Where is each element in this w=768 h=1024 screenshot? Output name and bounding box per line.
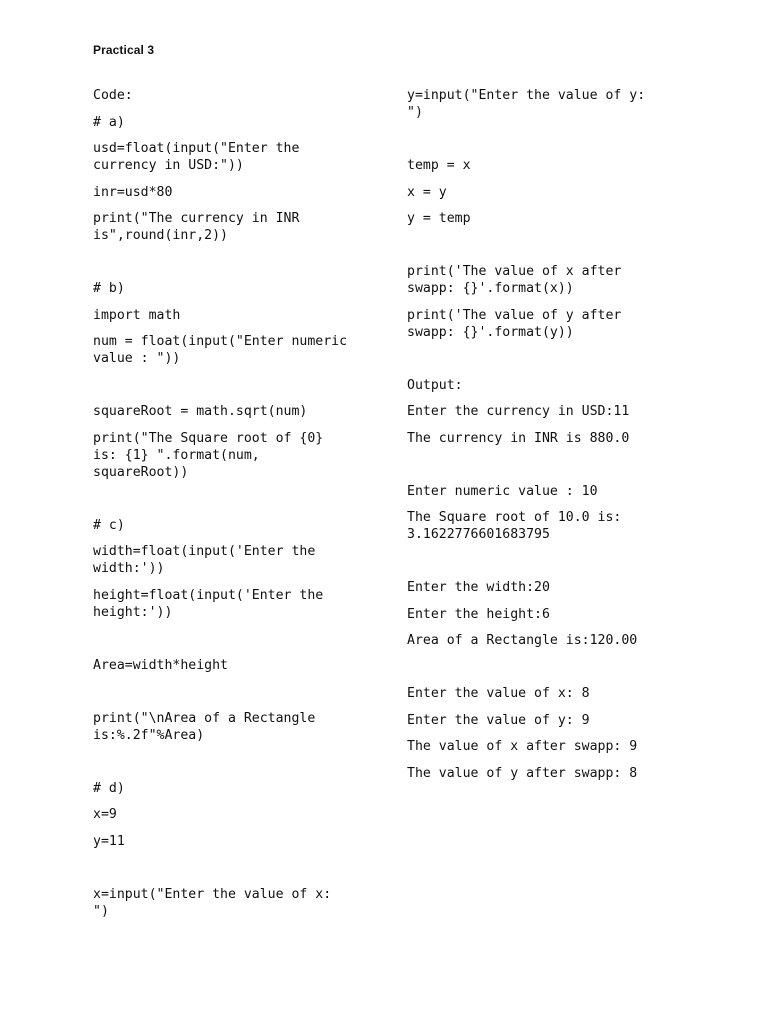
code-line: x=9 xyxy=(93,807,117,822)
code-line: print("The currency in INR is",round(inr,2)) xyxy=(93,211,300,243)
blank-line xyxy=(407,131,697,148)
blank-line xyxy=(407,456,697,473)
code-line: # c) xyxy=(93,517,125,533)
output-line: The value of x after swapp: 9 xyxy=(407,739,638,754)
output-heading: Output: xyxy=(407,377,463,393)
output-line: The value of y after swapp: 8 xyxy=(407,765,638,781)
output-line: Enter the value of x: 8 xyxy=(407,686,590,701)
code-line: y = temp xyxy=(407,211,471,226)
blank-line xyxy=(407,553,697,570)
code-line: # a) xyxy=(93,114,125,130)
blank-line xyxy=(93,683,383,700)
code-line: Area=width*height xyxy=(93,657,228,673)
blank-line xyxy=(407,659,697,676)
code-column-right xyxy=(407,87,697,791)
blank-line xyxy=(407,237,697,254)
blank-line xyxy=(93,630,383,647)
code-line: import math xyxy=(93,307,181,323)
output-line: Enter the height:6 xyxy=(407,606,550,622)
code-column-left xyxy=(93,87,383,929)
code-line: num = float(input("Enter numeric value : ")) xyxy=(93,334,348,366)
output-line: Enter the width:20 xyxy=(407,580,550,595)
page-title: Practical 3 xyxy=(93,43,155,57)
output-line: The currency in INR is 880.0 xyxy=(407,430,630,446)
output-line: Enter the currency in USD:11 xyxy=(407,404,630,419)
code-line: width=float(input('Enter the width:')) xyxy=(93,544,316,576)
code-line: inr=usd*80 xyxy=(93,184,173,200)
code-line: y=input("Enter the value of y: ") xyxy=(407,88,646,120)
blank-line xyxy=(407,350,697,367)
blank-line xyxy=(93,753,383,770)
blank-line xyxy=(93,254,383,271)
code-line: y=11 xyxy=(93,833,125,849)
blank-line xyxy=(93,859,383,876)
code-line: Code: xyxy=(93,88,133,103)
code-line: print("The Square root of {0} is: {1} ".format(num, squareRoot)) xyxy=(93,430,324,480)
code-line: print('The value of y after swapp: {}'.format(y)) xyxy=(407,307,622,340)
output-line: Enter the value of y: 9 xyxy=(407,712,590,728)
code-line: print('The value of x after swapp: {}'.format(x)) xyxy=(407,264,622,296)
code-line: squareRoot = math.sqrt(num) xyxy=(93,404,308,419)
code-line: x=input("Enter the value of x: ") xyxy=(93,886,332,919)
blank-line xyxy=(93,377,383,394)
output-line: Enter numeric value : 10 xyxy=(407,483,598,499)
code-line: temp = x xyxy=(407,158,471,173)
output-line: Area of a Rectangle is:120.00 xyxy=(407,633,638,648)
code-line: print("\nArea of a Rectangle is:%.2f"%Area) xyxy=(93,710,316,743)
code-line: usd=float(input("Enter the currency in USD:")) xyxy=(93,141,300,173)
code-line: # d) xyxy=(93,780,125,796)
code-line: x = y xyxy=(407,184,447,200)
code-line: height=float(input('Enter the height:')) xyxy=(93,587,324,620)
blank-line xyxy=(93,490,383,507)
output-line: The Square root of 10.0 is: 3.1622776601683795 xyxy=(407,510,622,542)
code-line: # b) xyxy=(93,281,125,296)
